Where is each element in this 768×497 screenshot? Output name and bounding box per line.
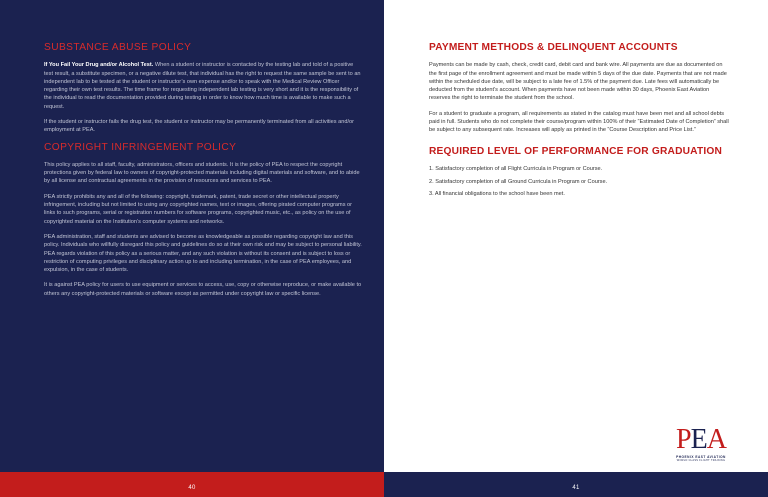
payment-paragraph-2: For a student to graduate a program, all requirements as stated in the catalog must have been met and all school debts paid in full. Students who do not complete their course/program within 100% of their “Estimated Date of Completion” shall be subject to any subsequent rate. Increases will apply as printed in the “Course Description and Price List.” [429, 110, 729, 134]
copyright-paragraph-2: PEA strictly prohibits any and all of the following: copyright, trademark, patent, trade secret or other intellectual property infringement, including but not limited to using any copyrighted names, text or images, offering pirated computer programs or links to such programs, serial or registration numbers for software programs, copyrighted music, etc., as policy on the use of copyrighted material on the Institution’s computer systems and networks. [44, 193, 353, 225]
right-footer-bar [384, 472, 768, 497]
logo-letters [666, 426, 736, 454]
logo-company-name: PHOENIX EAST AVIATION [676, 455, 726, 459]
left-footer-bar [0, 472, 384, 497]
left-page-content [44, 42, 362, 305]
copyright-paragraph-4: It is against PEA policy for users to use equipment or services to access, use, copy or otherwise reproduce, or make available to others any copyright-protected materials or software except as permitted under copyright law or specific license. [44, 282, 362, 297]
substance-abuse-heading: SUBSTANCE ABUSE POLICY [44, 42, 192, 53]
copyright-heading: COPYRIGHT INFRINGEMENT POLICY [44, 141, 237, 153]
graduation-requirements-list [429, 165, 730, 199]
list-item: 1. Satisfactory completion of all Flight Curricula in Program or Course. [429, 165, 603, 172]
substance-abuse-paragraph-2 [44, 118, 362, 135]
list-item: 3. All financial obligations to the school have been met. [429, 191, 565, 198]
list-item: 2. Satisfactory completion of all Ground Curricula in Program or Course. [429, 178, 608, 185]
logo-letter-a: A [706, 424, 726, 455]
logo-letter-p: P [676, 424, 691, 455]
copyright-paragraph-3: PEA administration, staff and students are advised to become as knowledgeable as possible regarding copyright law and this policy. Individuals who willfully disregard this policy and guidelines do so at their own risk and may be subject to personal liability. PEA regards violation of this policy as a serious matter, and any such violation is without its consent and is subject to loss or restriction of computing privileges and disciplinary action up to and including termination, in the case of PEA employees, and expulsion, in the case of students. [44, 233, 362, 274]
page-number-right: 41 [572, 485, 580, 491]
logo-letter-e: E [690, 424, 707, 455]
paragraph-text: If the student or instructor fails the drug test, the student or instructor may be permanently terminated from all activities and/or employment at PEA. [44, 119, 354, 134]
page-number-left: 40 [188, 485, 196, 491]
performance-heading: REQUIRED LEVEL OF PERFORMANCE FOR GRADUATION [429, 145, 723, 157]
paragraph-lead: If You Fail Your Drug and/or Alcohol Test. [44, 62, 154, 69]
pea-logo [666, 426, 736, 464]
logo-tagline: WORLD CLASS FLIGHT TRAINING [676, 459, 726, 462]
payment-paragraph-1: Payments can be made by cash, check, credit card, debit card and bank wire. All payments are due as documented on the first page of the enrollment agreement and must be made within 5 days of the due date. Payments that are not made within the scheduled due date, will be subject to a late fee of 1.5% of the payment due. Late fees will automatically be deducted from the student’s account. When payments have not been made within 30 days, Phoenix East Aviation reserves the right to terminate the student from the school. [429, 62, 727, 102]
payment-methods-heading: PAYMENT METHODS & DELINQUENT ACCOUNTS [429, 42, 678, 53]
right-page [384, 0, 768, 497]
copyright-paragraph-1: This policy applies to all staff, faculty, administrators, officers and students. It is the policy of PEA to respect the copyright protections given by federal law to owners of copyright-protected materials including digital materials and software, and to abide by all license and contractual agreements in the provision of resources and services to PEA. [44, 161, 360, 185]
right-page-content [429, 42, 730, 203]
substance-abuse-paragraph-1 [44, 61, 362, 111]
paragraph-text: When a student or instructor is contacted by the testing lab and told of a positive test result, a substitute specimen, or a negative dilute test, that individual has the right to request the same sample be sent to an independent lab to be tested at the student or instructor’s own expense and/or to speak with the Medical Review Officer regarding their own test results. The time frame for requesting independent lab testing is very short and it is the responsibility of the individual to read the documentation provided during testing in order to know how much time is available to make such a request. [44, 62, 361, 110]
